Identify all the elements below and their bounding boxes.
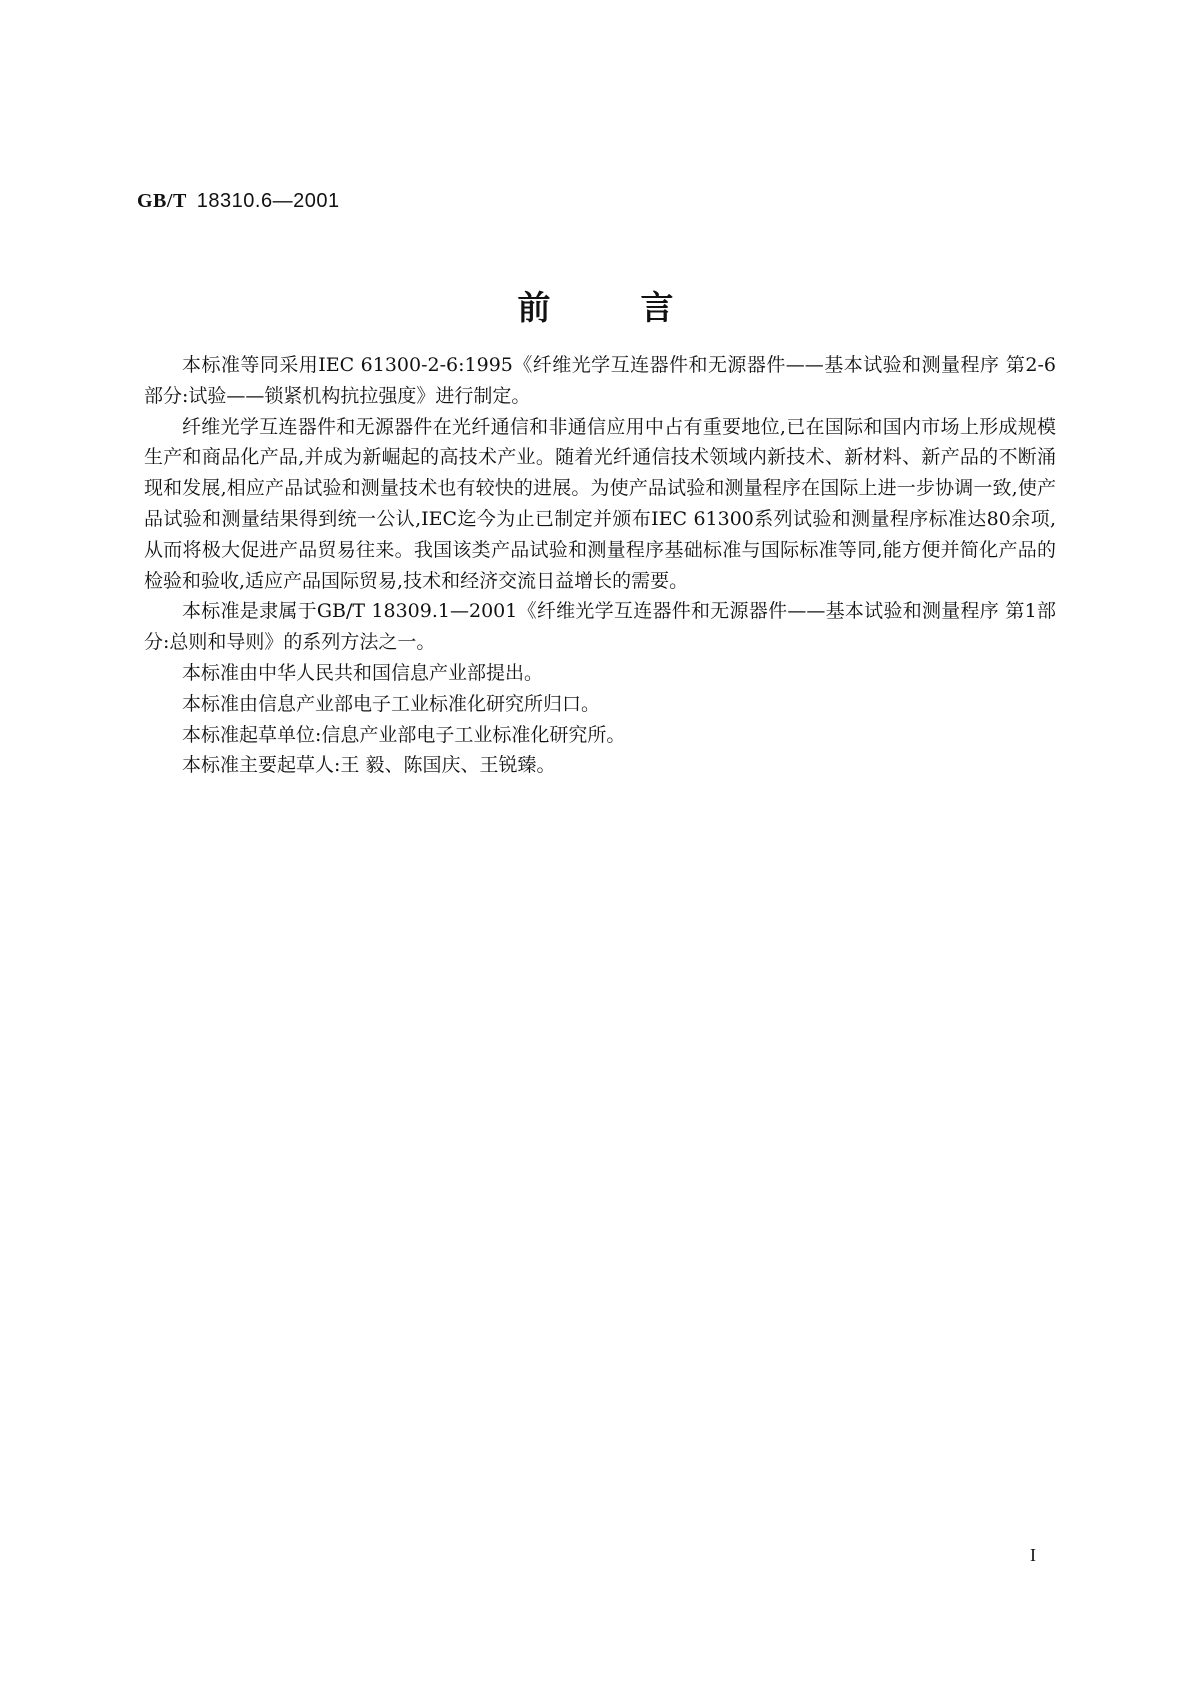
foreword-body xyxy=(144,350,1056,781)
paragraph-background: 纤维光学互连器件和无源器件在光纤通信和非通信应用中占有重要地位,已在国际和国内市场上形成规模生产和商品化产品,并成为新崛起的高技术产业。随着光纤通信技术领域内新技术、新材料、新产品的不断涌现和发展,相应产品试验和测量技术也有较快的进展。为使产品试验和测量程序在国际上进一步协调一致,使产品试验和测量结果得到统一公认,IEC迄今为止已制定并颁布IEC 61300系列试验和测量程序标准达80余项,从而将极大促进产品贸易往来。我国该类产品试验和测量程序基础标准与国际标准等同,能方便并简化产品的检验和验收,适应产品国际贸易,技术和经济交流日益增长的需要。 xyxy=(144,415,1056,592)
paragraph-series: 本标准是隶属于GB/T 18309.1—2001《纤维光学互连器件和无源器件——基本试验和测量程序 第1部分:总则和导则》的系列方法之一。 xyxy=(144,600,1056,654)
page-title xyxy=(0,282,1191,329)
standard-number: 18310.6—2001 xyxy=(196,190,340,212)
paragraph-centralized: 本标准由信息产业部电子工业标准化研究所归口。 xyxy=(182,692,601,715)
standard-code xyxy=(137,188,340,213)
title-char-1: 前 xyxy=(517,288,551,327)
title-char-2: 言 xyxy=(640,288,674,327)
standard-prefix: GB/T xyxy=(137,190,187,212)
paragraph-drafting-unit: 本标准起草单位:信息产业部电子工业标准化研究所。 xyxy=(182,723,626,746)
paragraph-adoption: 本标准等同采用IEC 61300-2-6:1995《纤维光学互连器件和无源器件——基本试验和测量程序 第2-6部分:试验——锁紧机构抗拉强度》进行制定。 xyxy=(144,354,1056,407)
page-number: I xyxy=(1030,1545,1036,1565)
paragraph-proposer: 本标准由中华人民共和国信息产业部提出。 xyxy=(182,661,544,684)
paragraph-drafters: 本标准主要起草人:王 毅、陈国庆、王锐臻。 xyxy=(182,754,556,777)
